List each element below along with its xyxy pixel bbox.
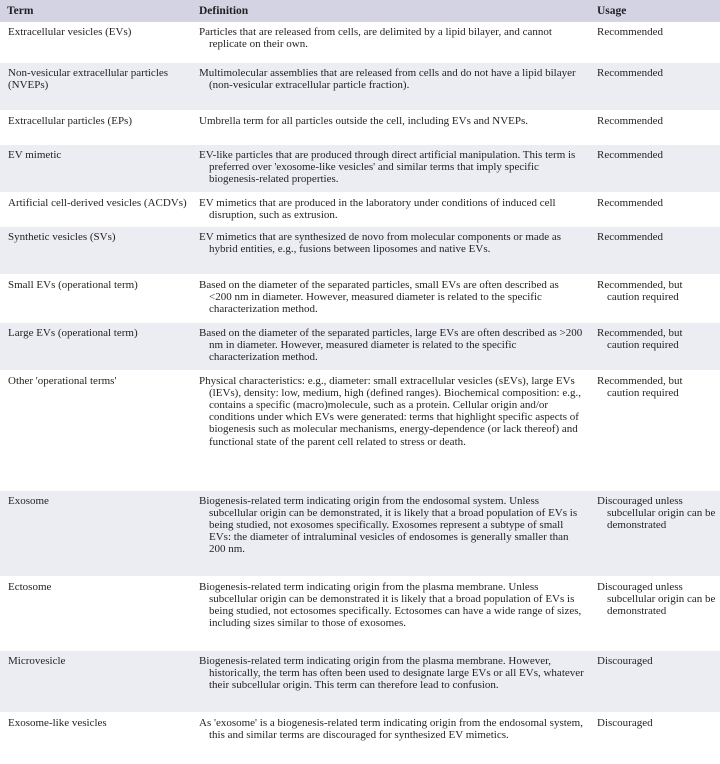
definition-text: Biogenesis-related term indicating origin from the plasma membrane. Unless subcellular origin can be demonstrated it is likely that a broad population of EVs is being studied, not ectosomes specifically. Ectosomes can have a wide range of sizes, including sizes similar to those of exosomes. [199, 580, 582, 630]
term-cell: Non-vesicular extracellular particles (NVEPs) [0, 62, 195, 110]
definition-cell [195, 576, 592, 650]
usage-text: Recommended [597, 196, 663, 209]
column-header-usage: Usage [592, 0, 720, 22]
table-row [0, 144, 720, 192]
definition-cell [195, 192, 592, 226]
definition-text: EV mimetics that are produced in the laboratory under conditions of induced cell disruption, such as extrusion. [199, 196, 556, 221]
usage-text: Discouraged unless subcellular origin can be demonstrated [597, 494, 716, 531]
table-row [0, 226, 720, 274]
usage-text: Recommended [597, 114, 663, 127]
usage-cell [592, 490, 720, 576]
term-cell: Exosome-like vesicles [0, 712, 195, 760]
definition-text: Based on the diameter of the separated particles, large EVs are often described as >200 nm in diameter. However, measured diameter is related to the specific characterization method. [199, 326, 583, 363]
usage-cell [592, 144, 720, 192]
term-cell: Extracellular particles (EPs) [0, 110, 195, 144]
definition-text: Based on the diameter of the separated particles, small EVs are often described as <200 nm in diameter. However, measured diameter is related to the specific characterization method. [199, 278, 559, 315]
usage-text: Recommended [597, 230, 663, 243]
definition-cell [195, 370, 592, 490]
definition-cell [195, 22, 592, 62]
definition-text: Particles that are released from cells, are delimited by a lipid bilayer, and cannot replicate on their own. [199, 26, 552, 51]
table-row [0, 712, 720, 760]
usage-text: Recommended, but caution required [597, 326, 683, 351]
usage-text: Recommended [597, 26, 663, 38]
definition-text: Umbrella term for all particles outside the cell, including EVs and NVEPs. [199, 114, 529, 127]
definition-text: Multimolecular assemblies that are released from cells and do not have a lipid bilayer (non-vesicular extracellular particle fraction). [199, 66, 576, 91]
usage-cell [592, 22, 720, 62]
term-cell: Ectosome [0, 576, 195, 650]
table-row [0, 576, 720, 650]
table-row [0, 322, 720, 370]
usage-cell [592, 370, 720, 490]
usage-cell [592, 712, 720, 760]
term-cell: Other 'operational terms' [0, 370, 195, 490]
table-row [0, 62, 720, 110]
usage-text: Recommended, but caution required [597, 374, 683, 399]
definition-cell [195, 110, 592, 144]
table-row [0, 650, 720, 712]
term-cell: Artificial cell-derived vesicles (ACDVs) [0, 192, 195, 226]
definition-text: Biogenesis-related term indicating origin from the endosomal system. Unless subcellular origin can be demonstrated, it is likely that a broad population of EVs is being studied, not exosomes specifically. Exosomes represent a subtype of small EVs: the diameter of intraluminal vesicles of endosomes is generally smaller than 200 nm. [199, 494, 578, 556]
table-row [0, 22, 720, 62]
usage-cell [592, 110, 720, 144]
term-cell: Exosome [0, 490, 195, 576]
usage-cell [592, 274, 720, 322]
table-row [0, 370, 720, 490]
usage-cell [592, 62, 720, 110]
table-header-row [0, 0, 720, 22]
definition-text: EV mimetics that are synthesized de novo from molecular components or made as hybrid entities, e.g., fusions between liposomes and native EVs. [199, 230, 562, 255]
definition-cell [195, 650, 592, 712]
term-cell: Synthetic vesicles (SVs) [0, 226, 195, 274]
usage-text: Recommended, but caution required [597, 278, 683, 303]
term-cell: Extracellular vesicles (EVs) [0, 22, 195, 62]
definition-cell [195, 490, 592, 576]
definition-text: As 'exosome' is a biogenesis-related term indicating origin from the endosomal system, this and similar terms are discouraged for synthesized EV mimetics. [199, 716, 583, 741]
definition-cell [195, 274, 592, 322]
usage-text: Recommended [597, 148, 663, 161]
table-row [0, 110, 720, 144]
definition-cell [195, 322, 592, 370]
definition-cell [195, 712, 592, 760]
definition-cell [195, 144, 592, 192]
definition-cell [195, 226, 592, 274]
definition-text: Biogenesis-related term indicating origin from the plasma membrane. However, historically, the term has often been used to designate large EVs or all EVs, whatever their subcellular origin. This term can therefore lead to confusion. [199, 654, 584, 691]
table-row [0, 274, 720, 322]
definition-text: EV-like particles that are produced through direct artificial manipulation. This term is preferred over 'exosome-like vesicles' and similar terms that imply specific biogenesis-related properties. [199, 148, 576, 185]
table-row [0, 192, 720, 226]
usage-text: Discouraged [597, 716, 653, 729]
term-cell: Small EVs (operational term) [0, 274, 195, 322]
table-row [0, 490, 720, 576]
usage-cell [592, 226, 720, 274]
definition-text: Physical characteristics: e.g., diameter: small extracellular vesicles (sEVs), large EVs (lEVs), density: low, medium, high (defined ranges). Biochemical composition: e.g., contains a specific (macro)molecule, such as a protein. Cellular origin and/or conditions under which EVs were generated: terms that highlight specific aspects of biogenesis such as molecular mechanisms, energy-dependence (or lack thereof) and functional state of the parent cell related to stress or death. [199, 374, 581, 448]
usage-text: Recommended [597, 66, 663, 79]
usage-cell [592, 576, 720, 650]
term-cell: Microvesicle [0, 650, 195, 712]
usage-cell [592, 192, 720, 226]
usage-cell [592, 650, 720, 712]
term-cell: Large EVs (operational term) [0, 322, 195, 370]
usage-cell [592, 322, 720, 370]
definition-cell [195, 62, 592, 110]
usage-text: Discouraged [597, 654, 653, 667]
column-header-definition: Definition [195, 0, 592, 22]
usage-text: Discouraged unless subcellular origin can be demonstrated [597, 580, 716, 617]
term-cell: EV mimetic [0, 144, 195, 192]
column-header-term: Term [0, 0, 195, 22]
